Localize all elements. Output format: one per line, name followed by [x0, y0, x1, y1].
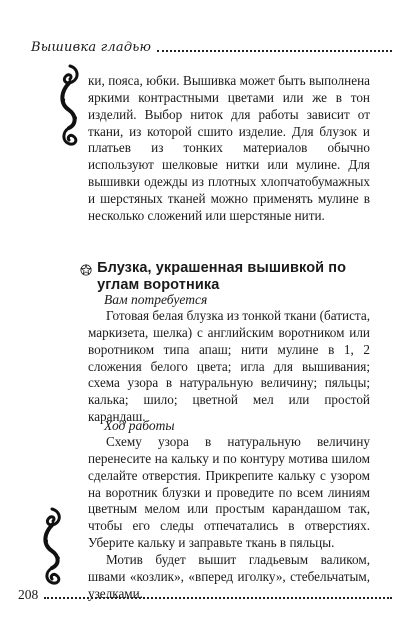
- materials-text: Готовая белая блузка из тонкой ткани (батиста, маркизета, шелка) с английским воротником или воротником типа апаш; нити мулине в 1, 2 сложения белого цвета; игла для вышивания; схема узора в натуральную величину; пяльцы; калька; шило; цветной мел или простой карандаш.: [88, 308, 370, 425]
- materials-paragraph: [88, 308, 370, 426]
- process-paragraph: [88, 434, 370, 552]
- intro-text: ки, пояса, юбки. Вышивка может быть выполнена яркими контрастными цветами или же в тон изделий. Выбор ниток для работы зависит от ткани, из которой сшито изделие. Для блузок и платьев из тонких материалов обычно используют шелковые нитки или мулине. Для вышивки одежды из плотных хлопчатобумажных и шерстяных тканей можно применять мулине в несколько сложений или шерстяные нити.: [88, 73, 370, 223]
- header-dotted-rule: [157, 49, 392, 52]
- pentagram-icon: [80, 262, 92, 278]
- process-text: Схему узора в натуральную величину перенесите на кальку и по контуру мотива шилом сделайте отверстия. Прикрепите кальку с узором на воротник блузки и проведите по всем линиям цветным мелом или простым карандашом так, чтобы его следы отпечатались в отверстиях. Уберите кальку и заправьте ткань в пяльцы.: [88, 434, 370, 551]
- scroll-ornament-icon: [54, 62, 84, 150]
- materials-heading: Вам потребуется: [104, 292, 208, 307]
- scroll-ornament-icon: [38, 505, 66, 587]
- section-title: Блузка, украшенная вышивкой по углам воротника: [97, 260, 347, 293]
- running-header: [31, 40, 392, 55]
- page-footer: [18, 587, 392, 603]
- footer-dotted-rule: [44, 596, 392, 599]
- intro-paragraph: [88, 73, 370, 225]
- page-number: 208: [18, 587, 39, 602]
- process-heading: Ход работы: [104, 418, 175, 433]
- section-heading: [80, 260, 380, 294]
- running-header-title: Вышивка гладью: [31, 40, 152, 55]
- closing-text: Мотив будет вышит гладьевым валиком, швами «козлик», «вперед иголку», стебельчатым, узелками.: [88, 552, 370, 601]
